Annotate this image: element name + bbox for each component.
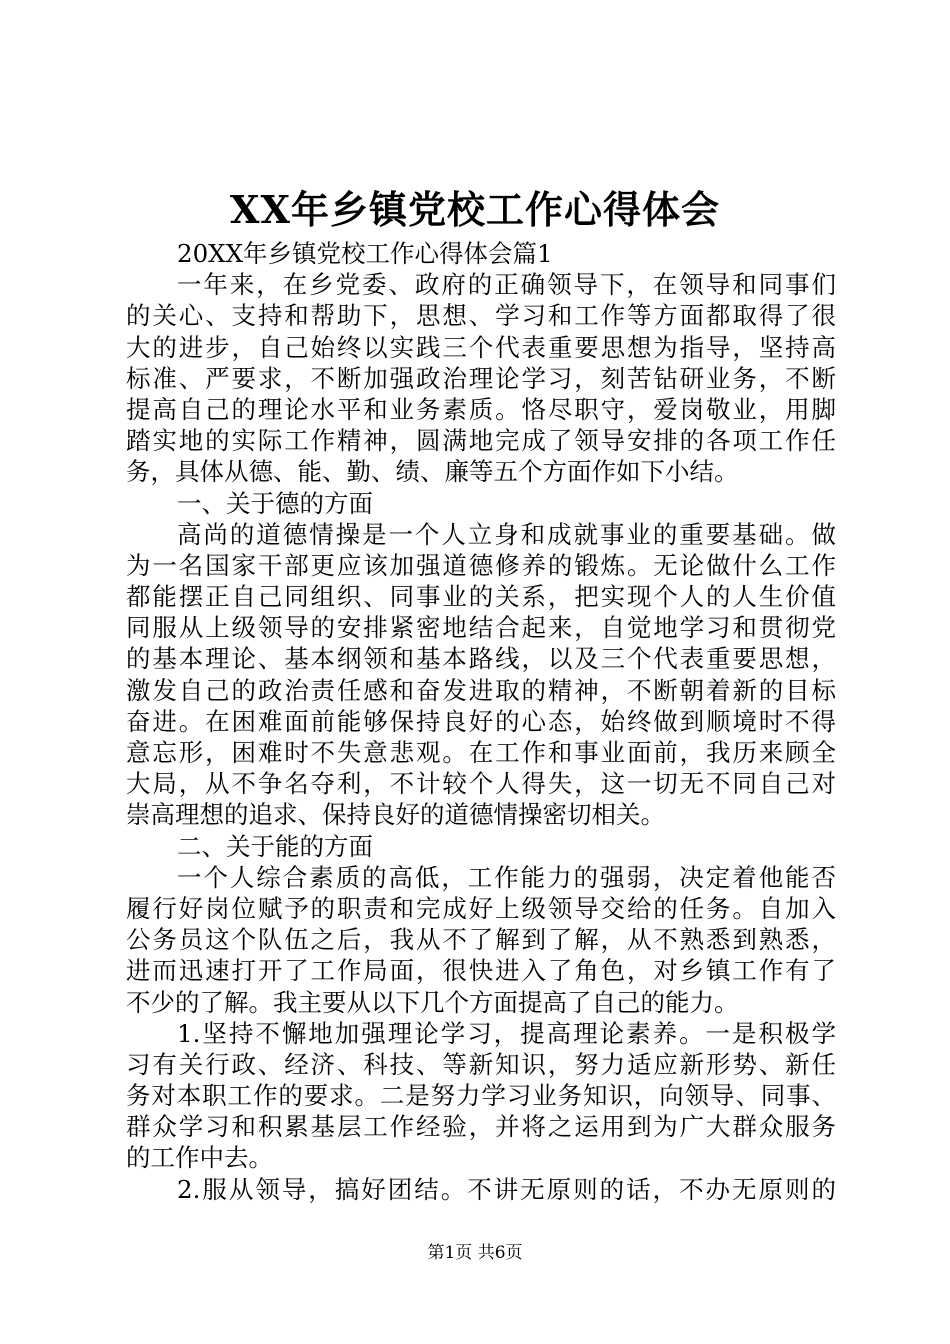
text-line: 同服从上级领导的安排紧密地结合起来，自觉地学习和贯彻党 xyxy=(126,613,836,643)
text-line: 奋进。在困难面前能够保持良好的心态，始终做到顺境时不得 xyxy=(126,706,836,736)
text-line: 提高自己的理论水平和业务素质。恪尽职守，爱岗敬业，用脚 xyxy=(126,394,836,424)
text-line: 公务员这个队伍之后，我从不了解到了解，从不熟悉到熟悉， xyxy=(126,925,836,955)
text-line: 2.服从领导，搞好团结。不讲无原则的话，不办无原则的 xyxy=(177,1174,836,1204)
text-line: 二、关于能的方面 xyxy=(177,831,373,861)
text-line: 的基本理论、基本纲领和基本路线，以及三个代表重要思想， xyxy=(126,644,836,674)
text-line: 20XX年乡镇党校工作心得体会篇1 xyxy=(177,239,553,268)
document-body xyxy=(126,238,836,1205)
text-line: 一、关于德的方面 xyxy=(177,488,373,518)
text-line: 激发自己的政治责任感和奋发进取的精神，不断朝着新的目标 xyxy=(126,675,836,705)
document-title: XX年乡镇党校工作心得体会 xyxy=(230,187,720,232)
text-line: 高尚的道德情操是一个人立身和成就事业的重要基础。做 xyxy=(177,519,836,549)
text-line: 的关心、支持和帮助下，思想、学习和工作等方面都取得了很 xyxy=(126,301,836,331)
text-line: 崇高理想的追求、保持良好的道德情操密切相关。 xyxy=(126,800,665,830)
text-line: 一个人综合素质的高低，工作能力的强弱，决定着他能否 xyxy=(177,862,836,892)
text-line: 大局，从不争名夺利，不计较个人得失，这一切无不同自己对 xyxy=(126,769,836,799)
text-line: 一年来，在乡党委、政府的正确领导下，在领导和同事们 xyxy=(177,270,836,300)
text-line: 不少的了解。我主要从以下几个方面提高了自己的能力。 xyxy=(126,987,739,1017)
text-line: 务，具体从德、能、勤、绩、廉等五个方面作如下小结。 xyxy=(126,457,739,487)
text-line: 履行好岗位赋予的职责和完成好上级领导交给的任务。自加入 xyxy=(126,893,836,923)
text-line: 群众学习和积累基层工作经验，并将之运用到为广大群众服务 xyxy=(126,1112,836,1142)
text-line: 的工作中去。 xyxy=(126,1143,273,1173)
text-line: 1.坚持不懈地加强理论学习，提高理论素养。一是积极学 xyxy=(177,1018,836,1048)
text-line: 踏实地的实际工作精神，圆满地完成了领导安排的各项工作任 xyxy=(126,426,836,456)
text-line: 为一名国家干部更应该加强道德修养的锻炼。无论做什么工作 xyxy=(126,550,836,580)
text-line: 大的进步，自己始终以实践三个代表重要思想为指导，坚持高 xyxy=(126,332,836,362)
text-line: 进而迅速打开了工作局面，很快进入了角色，对乡镇工作有了 xyxy=(126,956,836,986)
page-footer: 第1页 共6页 xyxy=(427,1243,523,1263)
text-line: 标准、严要求，不断加强政治理论学习，刻苦钻研业务，不断 xyxy=(126,363,836,393)
text-line: 务对本职工作的要求。二是努力学习业务知识，向领导、同事、 xyxy=(126,1081,836,1111)
text-line: 习有关行政、经济、科技、等新知识，努力适应新形势、新任 xyxy=(126,1049,836,1079)
text-line: 都能摆正自己同组织、同事业的关系，把实现个人的人生价值 xyxy=(126,582,836,612)
text-line: 意忘形，困难时不失意悲观。在工作和事业面前，我历来顾全 xyxy=(126,738,836,767)
